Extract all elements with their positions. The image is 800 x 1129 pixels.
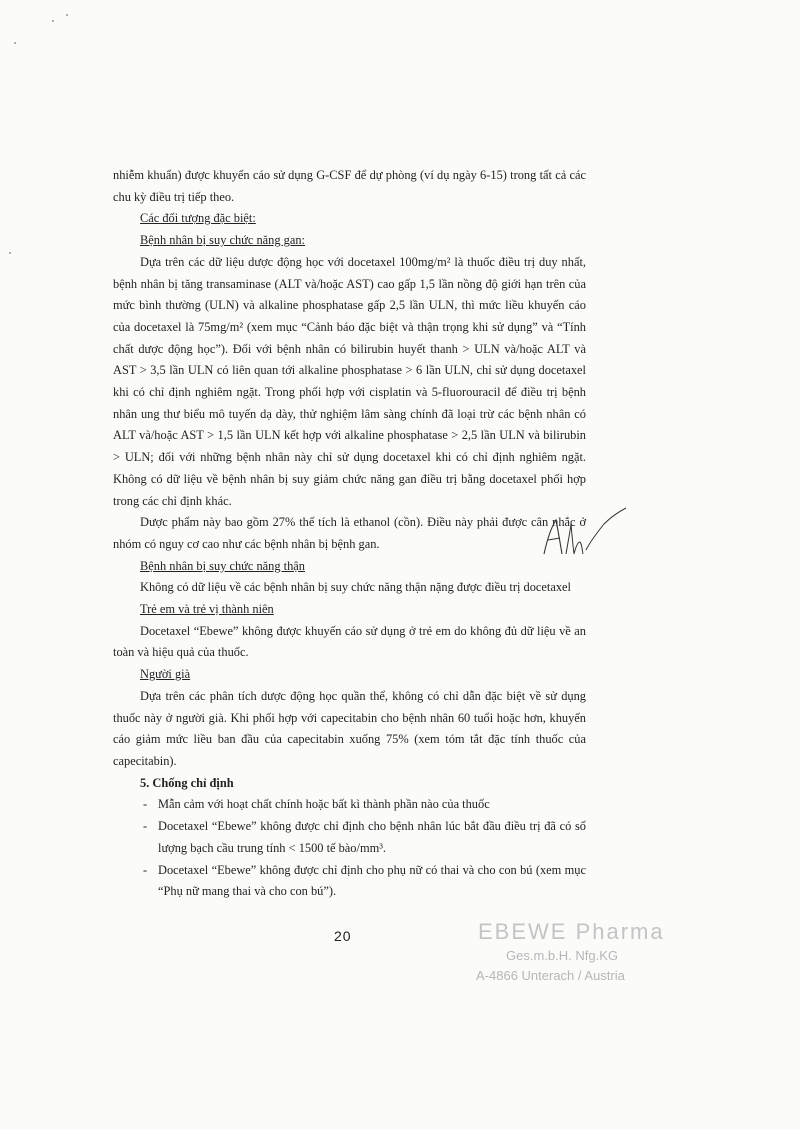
page-number: 20 bbox=[334, 928, 352, 944]
company-stamp bbox=[470, 918, 670, 986]
stamp-address: A-4866 Unterach / Austria bbox=[476, 968, 625, 983]
document-body bbox=[113, 165, 586, 903]
list-item-text: Mẫn cảm với hoạt chất chính hoặc bất kì thành phần nào của thuốc bbox=[158, 797, 490, 812]
subheading-hepatic-impairment: Bệnh nhân bị suy chức năng gan: bbox=[140, 233, 306, 248]
scan-speck bbox=[52, 20, 54, 22]
handwritten-signature bbox=[538, 506, 630, 564]
bullet-dash: - bbox=[143, 819, 148, 834]
list-item-text: Docetaxel “Ebewe” không được chỉ định cho phụ nữ có thai và cho con bú (xem mục “Phụ nữ mang thai và cho con bú”). bbox=[158, 862, 586, 899]
section-heading-contraindications: 5. Chống chỉ định bbox=[140, 775, 234, 790]
stamp-company-form: Ges.m.b.H. Nfg.KG bbox=[506, 948, 618, 963]
list-item bbox=[113, 794, 586, 816]
paragraph-hepatic: Dựa trên các dữ liệu dược động học với docetaxel 100mg/m² là thuốc điều trị duy nhất, bệnh nhân bị tăng transaminase (ALT và/hoặc AST) cao gấp 1,5 lần nồng độ giới hạn trên của mức bình thường (ULN) và alkaline phosphatase gấp 2,5 lần ULN, thì mức liều khuyến cáo của docetaxel là 75mg/m² (xem mục “Cảnh báo đặc biệt và thận trọng khi sử dụng” và “Tính chất dược động học”). Đối với bệnh nhân có bilirubin huyết thanh > ULN và/hoặc ALT và AST > 3,5 lần ULN có liên quan tới alkaline phosphatase > 6 lần ULN, chỉ sử dụng docetaxel khi có chỉ định nghiêm ngặt. Trong phối hợp với cisplatin và 5-fluorouracil để điều trị bệnh nhân ung thư biểu mô tuyến dạ dày, thử nghiệm lâm sàng chính đã loại trừ các bệnh nhân có ALT và/hoặc AST > 1,5 lần ULN kết hợp với alkaline phosphatase > 2,5 lần ULN và bilirubin > ULN; đối với những bệnh nhân này chỉ sử dụng docetaxel khi có chỉ định nghiêm ngặt. Không có dữ liệu về bệnh nhân bị suy giảm chức năng gan điều trị bằng docetaxel phối hợp trong các chỉ định khác. bbox=[113, 254, 586, 508]
paragraph-renal: Không có dữ liệu về các bệnh nhân bị suy chức năng thận nặng được điều trị docetaxel bbox=[140, 580, 571, 595]
bullet-dash: - bbox=[143, 797, 148, 812]
list-item-text: Docetaxel “Ebewe” không được chỉ định cho bệnh nhân lúc bắt đầu điều trị đã có số lượng bạch cầu trung tính < 1500 tế bào/mm³. bbox=[158, 819, 586, 855]
list-item bbox=[113, 816, 586, 859]
scan-speck bbox=[66, 14, 68, 16]
paragraph-continuation: nhiễm khuẩn) được khuyến cáo sử dụng G-CSF để dự phòng (ví dụ ngày 6-15) trong tất cả các chu kỳ điều trị tiếp theo. bbox=[113, 168, 586, 204]
paragraph-children: Docetaxel “Ebewe” không được khuyến cáo sử dụng ở trẻ em do không đủ dữ liệu về an toàn và hiệu quả của thuốc. bbox=[113, 623, 586, 660]
subheading-elderly: Người già bbox=[140, 667, 191, 682]
list-item bbox=[113, 860, 586, 903]
bullet-dash: - bbox=[143, 862, 148, 877]
subheading-children: Trẻ em và trẻ vị thành niên bbox=[140, 602, 274, 617]
scan-speck bbox=[9, 252, 11, 254]
stamp-company-name: EBEWE Pharma bbox=[478, 919, 665, 944]
section-heading-special-groups: Các đối tượng đặc biệt: bbox=[140, 211, 256, 226]
scan-speck bbox=[14, 42, 16, 44]
paragraph-elderly: Dựa trên các phân tích dược động học quần thể, không có chỉ dẫn đặc biệt về sử dụng thuốc này ở người già. Khi phối hợp với capecitabin cho bệnh nhân 60 tuổi hoặc hơn, khuyến cáo giảm mức liều ban đầu của capecitabin xuống 75% (xem tóm tắt đặc tính thuốc của capecitabin). bbox=[113, 688, 586, 768]
paragraph-ethanol: Dược phẩm này bao gồm 27% thể tích là ethanol (cồn). Điều này phải được cân nhắc ở nhóm có nguy cơ cao như các bệnh nhân bị bệnh gan. bbox=[113, 515, 586, 551]
subheading-renal-impairment: Bệnh nhân bị suy chức năng thận bbox=[140, 558, 306, 573]
